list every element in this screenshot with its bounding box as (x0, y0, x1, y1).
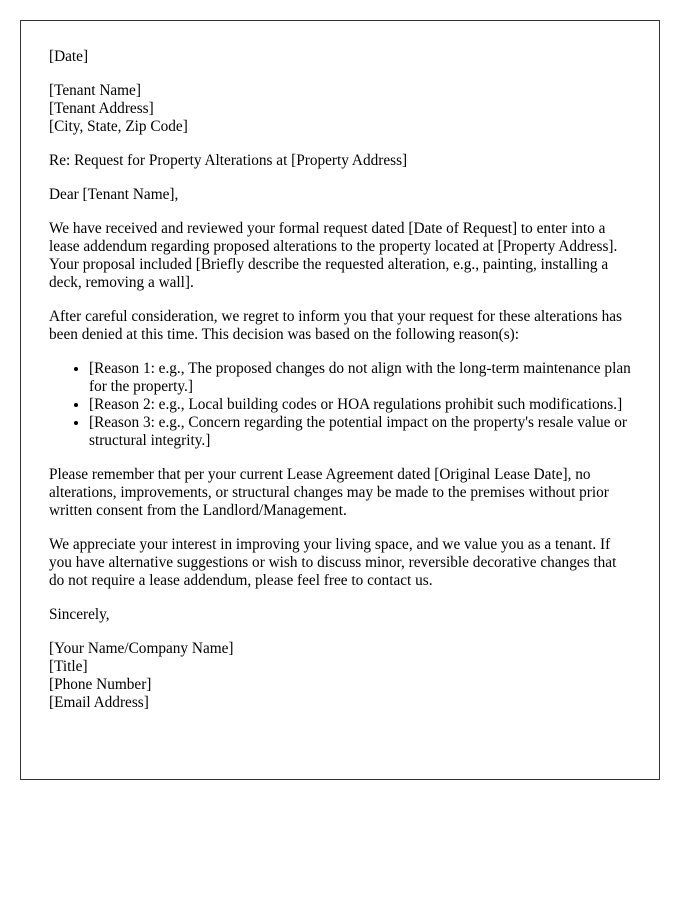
subject-line: Re: Request for Property Alterations at [Property Address] (49, 152, 408, 169)
sender-block (49, 640, 631, 712)
sender-phone: [Phone Number] (49, 676, 152, 693)
body-paragraph: We appreciate your interest in improving your living space, and we value you as a tenant. If you have alternative suggestions or wish to discuss minor, reversible decorative changes that do not require a lease addendum, please feel free to contact us. (49, 536, 617, 589)
reason-item: • [Reason 3: e.g., Concern regarding the potential impact on the property's resale value or structural integrity.] (89, 414, 631, 450)
letter-page (20, 20, 660, 780)
reason-item: • [Reason 2: e.g., Local building codes or HOA regulations prohibit such modifications.] (89, 396, 631, 414)
recipient-block (49, 82, 631, 136)
recipient-city-state-zip: [City, State, Zip Code] (49, 118, 188, 135)
body-paragraph: After careful consideration, we regret to inform you that your request for these alterations has been denied at this time. This decision was based on the following reason(s): (49, 308, 622, 343)
letter-date: [Date] (49, 48, 89, 65)
sender-title: [Title] (49, 658, 88, 675)
reason-item: • [Reason 1: e.g., The proposed changes do not align with the long-term maintenance plan for the property.] (89, 360, 631, 396)
signoff: Sincerely, (49, 606, 110, 623)
sender-email: [Email Address] (49, 694, 149, 711)
reasons-list (49, 360, 631, 450)
body-paragraph: We have received and reviewed your formal request dated [Date of Request] to enter into a lease addendum regarding proposed alterations to the property located at [Property Address]. Your proposal included [Briefly describe the requested alteration, e.g., painting, installing a deck, removing a wall]. (49, 220, 618, 291)
body-paragraph: Please remember that per your current Lease Agreement dated [Original Lease Date], no alterations, improvements, or structural changes may be made to the premises without prior written consent from the Landlord/Management. (49, 466, 609, 519)
salutation: Dear [Tenant Name], (49, 186, 179, 203)
recipient-address: [Tenant Address] (49, 100, 154, 117)
recipient-name: [Tenant Name] (49, 82, 141, 99)
sender-name: [Your Name/Company Name] (49, 640, 234, 657)
